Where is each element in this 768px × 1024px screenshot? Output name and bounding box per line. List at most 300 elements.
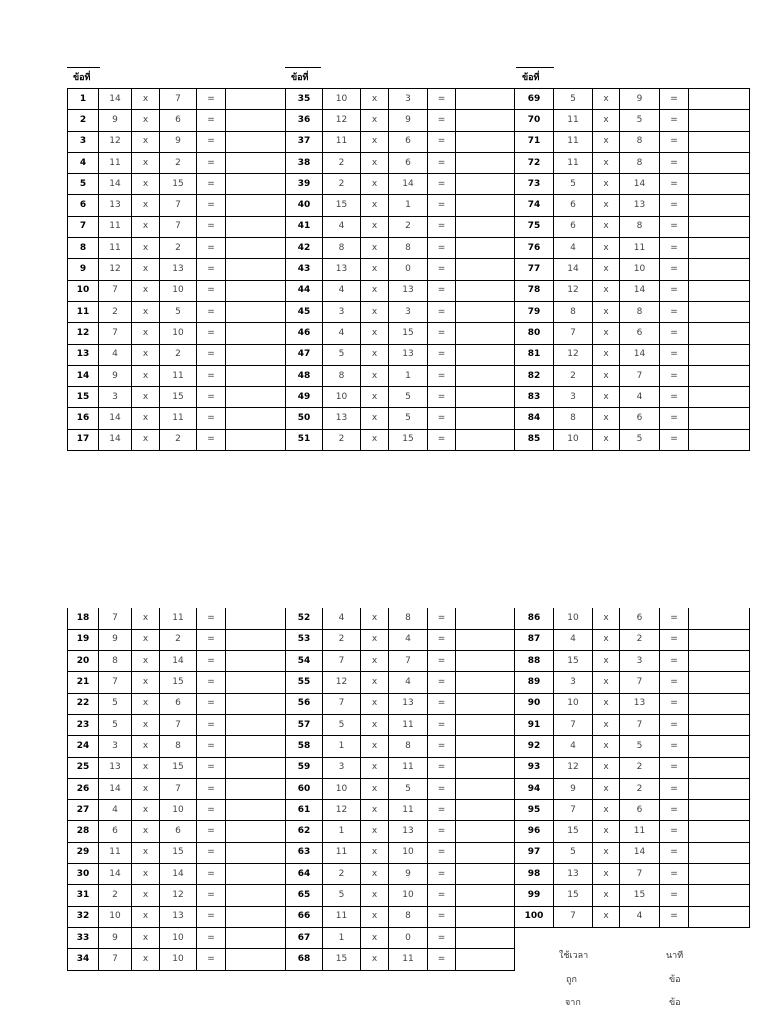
multiply-sign: x bbox=[361, 757, 389, 778]
multiplier: 9 bbox=[389, 864, 428, 885]
problem-number: 52 bbox=[286, 608, 323, 629]
multiplier: 2 bbox=[160, 629, 197, 650]
answer-cell[interactable] bbox=[689, 757, 750, 778]
problem-number: 18 bbox=[68, 608, 99, 629]
problem-row bbox=[68, 429, 750, 450]
equals-sign: = bbox=[197, 906, 226, 927]
multiplier: 3 bbox=[620, 651, 660, 672]
equals-sign: = bbox=[660, 885, 689, 906]
answer-cell[interactable] bbox=[456, 110, 515, 131]
multiplicand: 8 bbox=[323, 238, 361, 259]
answer-cell[interactable] bbox=[456, 800, 515, 821]
equals-sign: = bbox=[197, 280, 226, 301]
problem-number: 31 bbox=[68, 885, 99, 906]
multiplier: 2 bbox=[389, 216, 428, 237]
multiply-sign: x bbox=[132, 323, 160, 344]
problem-row bbox=[68, 629, 750, 650]
multiply-sign: x bbox=[361, 608, 389, 629]
multiply-sign: x bbox=[132, 152, 160, 173]
equals-sign: = bbox=[428, 216, 456, 237]
answer-cell[interactable] bbox=[456, 949, 515, 970]
multiplicand: 11 bbox=[99, 152, 132, 173]
answer-cell[interactable] bbox=[689, 885, 750, 906]
answer-cell[interactable] bbox=[689, 152, 750, 173]
problem-number: 49 bbox=[286, 387, 323, 408]
answer-cell[interactable] bbox=[456, 864, 515, 885]
multiplier: 5 bbox=[160, 301, 197, 322]
multiplier: 10 bbox=[160, 280, 197, 301]
answer-cell[interactable] bbox=[226, 89, 286, 110]
answer-cell[interactable] bbox=[226, 778, 286, 799]
multiplicand: 2 bbox=[323, 864, 361, 885]
multiply-sign: x bbox=[593, 842, 620, 863]
problem-row bbox=[68, 800, 750, 821]
equals-sign: = bbox=[660, 152, 689, 173]
answer-cell[interactable] bbox=[456, 736, 515, 757]
answer-cell[interactable] bbox=[456, 259, 515, 280]
multiplicand: 14 bbox=[99, 89, 132, 110]
equals-sign: = bbox=[197, 152, 226, 173]
multiplicand: 4 bbox=[554, 238, 593, 259]
multiplier: 13 bbox=[160, 259, 197, 280]
multiply-sign: x bbox=[132, 629, 160, 650]
equals-sign: = bbox=[428, 672, 456, 693]
answer-cell[interactable] bbox=[226, 927, 286, 948]
problem-row bbox=[68, 323, 750, 344]
answer-cell[interactable] bbox=[689, 651, 750, 672]
equals-sign: = bbox=[197, 608, 226, 629]
equals-sign: = bbox=[428, 885, 456, 906]
answer-cell[interactable] bbox=[226, 323, 286, 344]
equals-sign: = bbox=[428, 757, 456, 778]
answer-cell[interactable] bbox=[456, 429, 515, 450]
equals-sign: = bbox=[428, 238, 456, 259]
problem-number: 72 bbox=[515, 152, 554, 173]
problem-number: 63 bbox=[286, 842, 323, 863]
multiplier: 10 bbox=[620, 259, 660, 280]
equals-sign: = bbox=[428, 344, 456, 365]
answer-cell[interactable] bbox=[689, 608, 750, 629]
problem-number: 4 bbox=[68, 152, 99, 173]
multiplier: 7 bbox=[620, 365, 660, 386]
answer-cell[interactable] bbox=[456, 927, 515, 948]
multiplicand: 7 bbox=[554, 714, 593, 735]
multiplier: 6 bbox=[620, 800, 660, 821]
multiply-sign: x bbox=[593, 608, 620, 629]
problem-number: 19 bbox=[68, 629, 99, 650]
equals-sign: = bbox=[197, 651, 226, 672]
multiplicand: 2 bbox=[99, 301, 132, 322]
answer-cell[interactable] bbox=[689, 259, 750, 280]
equals-sign: = bbox=[428, 323, 456, 344]
answer-cell[interactable] bbox=[226, 259, 286, 280]
answer-cell[interactable] bbox=[226, 842, 286, 863]
equals-sign: = bbox=[660, 608, 689, 629]
multiplicand: 13 bbox=[99, 195, 132, 216]
answer-cell[interactable] bbox=[456, 152, 515, 173]
answer-cell[interactable] bbox=[689, 800, 750, 821]
problem-row bbox=[68, 757, 750, 778]
multiply-sign: x bbox=[132, 259, 160, 280]
problem-number: 84 bbox=[515, 408, 554, 429]
answer-cell[interactable] bbox=[689, 195, 750, 216]
problem-number: 61 bbox=[286, 800, 323, 821]
answer-cell[interactable] bbox=[689, 301, 750, 322]
answer-cell[interactable] bbox=[456, 365, 515, 386]
answer-cell[interactable] bbox=[226, 864, 286, 885]
answer-cell[interactable] bbox=[689, 629, 750, 650]
answer-cell[interactable] bbox=[226, 651, 286, 672]
multiply-sign: x bbox=[593, 259, 620, 280]
equals-sign: = bbox=[428, 821, 456, 842]
problem-number: 10 bbox=[68, 280, 99, 301]
answer-cell[interactable] bbox=[456, 885, 515, 906]
answer-cell[interactable] bbox=[689, 387, 750, 408]
problem-number: 99 bbox=[515, 885, 554, 906]
equals-sign: = bbox=[428, 408, 456, 429]
answer-cell[interactable] bbox=[689, 736, 750, 757]
multiplicand: 6 bbox=[554, 195, 593, 216]
problem-number: 59 bbox=[286, 757, 323, 778]
minutes-label: นาที bbox=[666, 951, 684, 961]
multiplier: 14 bbox=[160, 651, 197, 672]
answer-cell[interactable] bbox=[226, 885, 286, 906]
problem-row bbox=[68, 693, 750, 714]
answer-cell[interactable] bbox=[689, 842, 750, 863]
problem-number: 97 bbox=[515, 842, 554, 863]
multiply-sign: x bbox=[361, 408, 389, 429]
answer-cell[interactable] bbox=[689, 429, 750, 450]
multiplicand: 3 bbox=[554, 672, 593, 693]
multiplier: 9 bbox=[389, 110, 428, 131]
multiply-sign: x bbox=[132, 736, 160, 757]
equals-sign: = bbox=[660, 672, 689, 693]
multiplier: 5 bbox=[620, 736, 660, 757]
empty-cell bbox=[515, 949, 554, 970]
equals-sign: = bbox=[660, 301, 689, 322]
answer-cell[interactable] bbox=[226, 714, 286, 735]
multiply-sign: x bbox=[593, 736, 620, 757]
answer-cell[interactable] bbox=[689, 89, 750, 110]
answer-cell[interactable] bbox=[689, 714, 750, 735]
answer-cell[interactable] bbox=[226, 344, 286, 365]
equals-sign: = bbox=[660, 800, 689, 821]
multiplier: 15 bbox=[389, 429, 428, 450]
answer-cell[interactable] bbox=[456, 195, 515, 216]
multiplier: 10 bbox=[160, 323, 197, 344]
answer-cell[interactable] bbox=[226, 195, 286, 216]
answer-cell[interactable] bbox=[226, 174, 286, 195]
answer-cell[interactable] bbox=[456, 757, 515, 778]
problem-row bbox=[68, 864, 750, 885]
worksheet-table-top bbox=[67, 88, 750, 451]
equals-sign: = bbox=[660, 408, 689, 429]
multiply-sign: x bbox=[593, 216, 620, 237]
multiplier: 14 bbox=[389, 174, 428, 195]
equals-sign: = bbox=[660, 906, 689, 927]
multiplicand: 11 bbox=[99, 238, 132, 259]
multiplicand: 2 bbox=[99, 885, 132, 906]
multiply-sign: x bbox=[132, 651, 160, 672]
multiplier: 13 bbox=[389, 821, 428, 842]
answer-cell[interactable] bbox=[689, 365, 750, 386]
problem-number: 33 bbox=[68, 927, 99, 948]
equals-sign: = bbox=[660, 821, 689, 842]
answer-cell[interactable] bbox=[689, 110, 750, 131]
answer-cell[interactable] bbox=[456, 280, 515, 301]
multiply-sign: x bbox=[593, 864, 620, 885]
answer-cell[interactable] bbox=[456, 131, 515, 152]
multiplier: 7 bbox=[160, 216, 197, 237]
answer-cell[interactable] bbox=[226, 736, 286, 757]
answer-cell[interactable] bbox=[689, 216, 750, 237]
answer-cell[interactable] bbox=[226, 387, 286, 408]
problem-number: 79 bbox=[515, 301, 554, 322]
multiplier: 7 bbox=[620, 864, 660, 885]
answer-cell[interactable] bbox=[226, 280, 286, 301]
multiply-sign: x bbox=[593, 152, 620, 173]
multiply-sign: x bbox=[593, 672, 620, 693]
items-label-1: ข้อ bbox=[669, 975, 681, 985]
multiply-sign: x bbox=[361, 152, 389, 173]
multiply-sign: x bbox=[132, 280, 160, 301]
equals-sign: = bbox=[428, 949, 456, 970]
answer-cell[interactable] bbox=[689, 693, 750, 714]
multiplicand: 8 bbox=[323, 365, 361, 386]
answer-cell[interactable] bbox=[456, 174, 515, 195]
multiplier: 10 bbox=[160, 949, 197, 970]
from-label: จาก bbox=[565, 998, 581, 1008]
equals-sign: = bbox=[428, 629, 456, 650]
problem-number: 15 bbox=[68, 387, 99, 408]
equals-sign: = bbox=[197, 89, 226, 110]
answer-cell[interactable] bbox=[226, 800, 286, 821]
problem-row bbox=[68, 280, 750, 301]
multiplier: 11 bbox=[160, 608, 197, 629]
problem-number: 23 bbox=[68, 714, 99, 735]
answer-cell[interactable] bbox=[689, 408, 750, 429]
multiply-sign: x bbox=[132, 110, 160, 131]
answer-cell[interactable] bbox=[226, 408, 286, 429]
answer-cell[interactable] bbox=[456, 714, 515, 735]
answer-cell[interactable] bbox=[689, 323, 750, 344]
answer-cell[interactable] bbox=[456, 693, 515, 714]
equals-sign: = bbox=[197, 344, 226, 365]
multiply-sign: x bbox=[361, 195, 389, 216]
answer-cell[interactable] bbox=[689, 821, 750, 842]
multiplier: 9 bbox=[160, 131, 197, 152]
multiplier: 7 bbox=[620, 672, 660, 693]
problem-number: 8 bbox=[68, 238, 99, 259]
equals-sign: = bbox=[428, 714, 456, 735]
equals-sign: = bbox=[197, 842, 226, 863]
multiply-sign: x bbox=[132, 174, 160, 195]
multiplicand: 14 bbox=[99, 174, 132, 195]
problem-number: 20 bbox=[68, 651, 99, 672]
answer-cell[interactable] bbox=[456, 778, 515, 799]
equals-sign: = bbox=[428, 778, 456, 799]
answer-cell[interactable] bbox=[456, 608, 515, 629]
equals-sign: = bbox=[660, 344, 689, 365]
answer-cell[interactable] bbox=[456, 821, 515, 842]
multiply-sign: x bbox=[361, 629, 389, 650]
answer-cell[interactable] bbox=[456, 629, 515, 650]
problem-number: 90 bbox=[515, 693, 554, 714]
worksheet-table-bottom bbox=[67, 608, 750, 971]
problem-number: 3 bbox=[68, 131, 99, 152]
answer-cell[interactable] bbox=[226, 131, 286, 152]
multiply-sign: x bbox=[593, 301, 620, 322]
answer-cell[interactable] bbox=[456, 238, 515, 259]
equals-sign: = bbox=[428, 736, 456, 757]
multiply-sign: x bbox=[132, 864, 160, 885]
equals-sign: = bbox=[197, 259, 226, 280]
multiplier: 5 bbox=[389, 408, 428, 429]
answer-cell[interactable] bbox=[456, 906, 515, 927]
multiplicand: 12 bbox=[99, 259, 132, 280]
multiplicand: 4 bbox=[99, 344, 132, 365]
answer-cell[interactable] bbox=[689, 280, 750, 301]
multiply-sign: x bbox=[361, 672, 389, 693]
multiplicand: 6 bbox=[554, 216, 593, 237]
multiplicand: 4 bbox=[323, 608, 361, 629]
multiply-sign: x bbox=[593, 800, 620, 821]
problem-number: 69 bbox=[515, 89, 554, 110]
correct-label: ถูก bbox=[566, 975, 577, 985]
multiplicand: 10 bbox=[99, 906, 132, 927]
answer-cell[interactable] bbox=[456, 301, 515, 322]
answer-cell[interactable] bbox=[226, 429, 286, 450]
answer-cell[interactable] bbox=[456, 408, 515, 429]
multiply-sign: x bbox=[361, 365, 389, 386]
answer-cell[interactable] bbox=[226, 216, 286, 237]
answer-cell[interactable] bbox=[689, 131, 750, 152]
multiplier: 6 bbox=[620, 408, 660, 429]
multiplier: 2 bbox=[620, 757, 660, 778]
answer-cell[interactable] bbox=[226, 238, 286, 259]
answer-cell[interactable] bbox=[456, 387, 515, 408]
multiply-sign: x bbox=[593, 323, 620, 344]
multiplicand: 13 bbox=[323, 408, 361, 429]
answer-cell[interactable] bbox=[689, 344, 750, 365]
equals-sign: = bbox=[428, 387, 456, 408]
equals-sign: = bbox=[428, 906, 456, 927]
answer-cell[interactable] bbox=[456, 672, 515, 693]
empty-cell bbox=[593, 949, 620, 970]
problem-number: 82 bbox=[515, 365, 554, 386]
equals-sign: = bbox=[428, 608, 456, 629]
answer-cell[interactable] bbox=[226, 110, 286, 131]
answer-cell[interactable] bbox=[456, 216, 515, 237]
multiplicand: 15 bbox=[554, 651, 593, 672]
multiply-sign: x bbox=[132, 216, 160, 237]
answer-cell[interactable] bbox=[226, 301, 286, 322]
answer-cell[interactable] bbox=[456, 323, 515, 344]
multiplicand: 12 bbox=[323, 800, 361, 821]
equals-sign: = bbox=[197, 949, 226, 970]
multiplier: 9 bbox=[620, 89, 660, 110]
equals-sign: = bbox=[428, 651, 456, 672]
answer-cell[interactable] bbox=[226, 821, 286, 842]
answer-cell[interactable] bbox=[456, 89, 515, 110]
multiplicand: 11 bbox=[323, 906, 361, 927]
problem-number: 29 bbox=[68, 842, 99, 863]
answer-cell[interactable] bbox=[226, 365, 286, 386]
answer-cell[interactable] bbox=[689, 906, 750, 927]
multiplicand: 7 bbox=[99, 323, 132, 344]
problem-number: 64 bbox=[286, 864, 323, 885]
problem-row bbox=[68, 736, 750, 757]
multiplicand: 2 bbox=[323, 629, 361, 650]
answer-cell[interactable] bbox=[689, 174, 750, 195]
multiplicand: 12 bbox=[554, 757, 593, 778]
problem-number: 25 bbox=[68, 757, 99, 778]
multiplicand: 14 bbox=[99, 778, 132, 799]
equals-sign: = bbox=[660, 736, 689, 757]
multiplier: 7 bbox=[620, 714, 660, 735]
multiplier: 11 bbox=[389, 949, 428, 970]
multiply-sign: x bbox=[361, 906, 389, 927]
problem-row bbox=[68, 821, 750, 842]
problem-number: 77 bbox=[515, 259, 554, 280]
answer-cell[interactable] bbox=[226, 757, 286, 778]
multiplier: 15 bbox=[389, 323, 428, 344]
answer-cell[interactable] bbox=[456, 344, 515, 365]
equals-sign: = bbox=[660, 131, 689, 152]
answer-cell[interactable] bbox=[226, 629, 286, 650]
answer-cell[interactable] bbox=[226, 672, 286, 693]
answer-cell[interactable] bbox=[226, 949, 286, 970]
multiply-sign: x bbox=[593, 885, 620, 906]
problem-number: 60 bbox=[286, 778, 323, 799]
answer-cell[interactable] bbox=[689, 672, 750, 693]
answer-cell[interactable] bbox=[456, 651, 515, 672]
equals-sign: = bbox=[428, 280, 456, 301]
multiply-sign: x bbox=[361, 216, 389, 237]
multiplicand: 4 bbox=[323, 216, 361, 237]
multiplicand: 7 bbox=[99, 608, 132, 629]
multiply-sign: x bbox=[361, 778, 389, 799]
multiplicand: 12 bbox=[554, 280, 593, 301]
multiplier: 3 bbox=[389, 89, 428, 110]
problem-number: 68 bbox=[286, 949, 323, 970]
multiplicand: 12 bbox=[554, 344, 593, 365]
equals-sign: = bbox=[428, 131, 456, 152]
multiplier: 5 bbox=[389, 778, 428, 799]
multiply-sign: x bbox=[132, 757, 160, 778]
problem-number: 91 bbox=[515, 714, 554, 735]
multiplier: 2 bbox=[160, 152, 197, 173]
equals-sign: = bbox=[660, 89, 689, 110]
answer-cell[interactable] bbox=[226, 693, 286, 714]
answer-cell[interactable] bbox=[226, 608, 286, 629]
empty-cell bbox=[554, 927, 593, 948]
multiplicand: 3 bbox=[99, 736, 132, 757]
answer-cell[interactable] bbox=[456, 842, 515, 863]
answer-cell[interactable] bbox=[689, 778, 750, 799]
answer-cell[interactable] bbox=[689, 864, 750, 885]
answer-cell[interactable] bbox=[226, 152, 286, 173]
multiplicand: 13 bbox=[554, 864, 593, 885]
answer-cell[interactable] bbox=[226, 906, 286, 927]
answer-cell[interactable] bbox=[689, 238, 750, 259]
equals-sign: = bbox=[428, 365, 456, 386]
multiply-sign: x bbox=[132, 885, 160, 906]
problem-row bbox=[68, 778, 750, 799]
multiplicand: 10 bbox=[323, 778, 361, 799]
equals-sign: = bbox=[660, 629, 689, 650]
problem-number: 66 bbox=[286, 906, 323, 927]
